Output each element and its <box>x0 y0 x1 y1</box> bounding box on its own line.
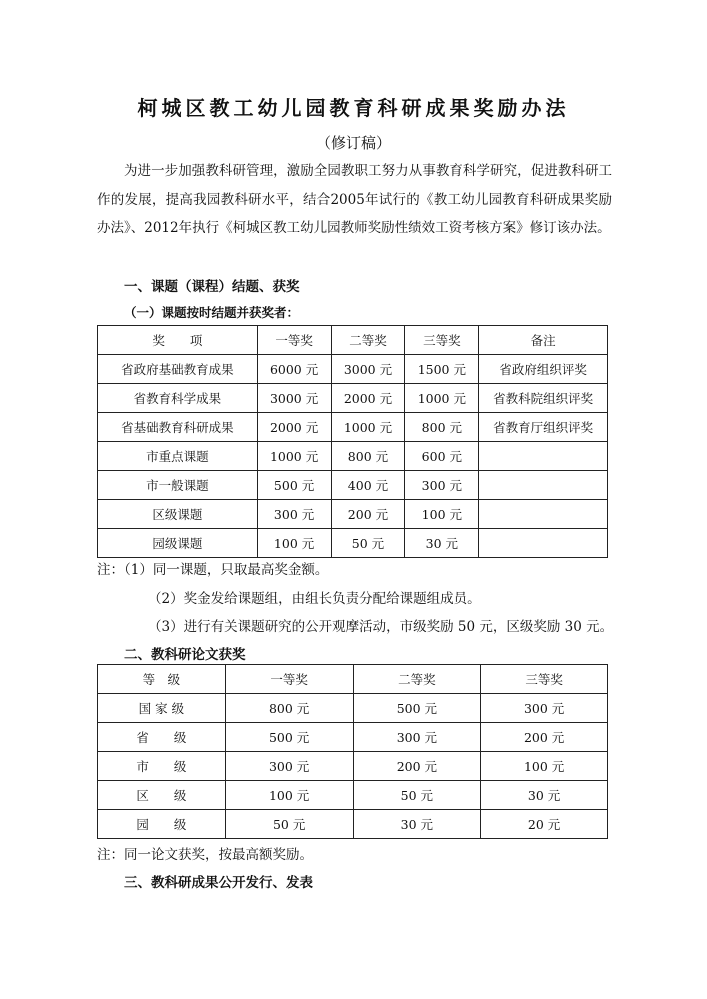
table-header-cell: 二等奖 <box>331 326 405 355</box>
table-cell: 省政府基础教育成果 <box>98 355 258 384</box>
table-cell: 50 元 <box>331 529 405 558</box>
table-header-row <box>98 665 608 694</box>
intro-paragraph: 为进一步加强教科研管理，激励全园教职工努力从事教育科学研究，促进教科研工作的发展，提高我园教科研水平，结合2005年试行的《教工幼儿园教育科研成果奖励办法》、2012年执行《柯城区教工幼儿园教师奖励性绩效工资考核方案》修订该办法。 <box>97 163 612 236</box>
table-cell: 市一般课题 <box>98 471 258 500</box>
table-cell: 省 级 <box>98 723 226 752</box>
table-cell: 200 元 <box>331 500 405 529</box>
table-cell <box>479 529 608 558</box>
section2-note: 注：同一论文获奖，按最高额奖励。 <box>97 847 313 863</box>
table-row <box>98 413 608 442</box>
table-cell <box>479 471 608 500</box>
table-header-cell: 奖 项 <box>98 326 258 355</box>
table-cell: 1000 元 <box>405 384 479 413</box>
table-cell: 1000 元 <box>257 442 331 471</box>
table-cell <box>479 500 608 529</box>
table-cell: 省教科院组织评奖 <box>479 384 608 413</box>
table-cell: 省基础教育科研成果 <box>98 413 258 442</box>
table-row <box>98 694 608 723</box>
table-row <box>98 781 608 810</box>
table-cell: 50 元 <box>225 810 353 839</box>
table-cell: 1000 元 <box>331 413 405 442</box>
table-row <box>98 752 608 781</box>
table-cell <box>479 442 608 471</box>
table-cell: 500 元 <box>353 694 481 723</box>
table-cell: 市 级 <box>98 752 226 781</box>
table-cell: 800 元 <box>405 413 479 442</box>
table-cell: 300 元 <box>225 752 353 781</box>
table-cell: 300 元 <box>353 723 481 752</box>
table-cell: 400 元 <box>331 471 405 500</box>
table-row <box>98 500 608 529</box>
table-cell: 100 元 <box>405 500 479 529</box>
table-cell: 800 元 <box>225 694 353 723</box>
document-title: 柯城区教工幼儿园教育科研成果奖励办法 <box>137 96 570 120</box>
table-row <box>98 723 608 752</box>
section1-note-2: （2）奖金发给课题组，由组长负责分配给课题组成员。 <box>148 591 481 607</box>
table-cell: 2000 元 <box>331 384 405 413</box>
table-cell: 30 元 <box>405 529 479 558</box>
table-cell: 园级课题 <box>98 529 258 558</box>
table-cell: 区级课题 <box>98 500 258 529</box>
table-row <box>98 471 608 500</box>
table-row <box>98 810 608 839</box>
table-cell: 300 元 <box>405 471 479 500</box>
table-cell: 2000 元 <box>257 413 331 442</box>
table-cell: 市重点课题 <box>98 442 258 471</box>
document-subtitle: （修订稿） <box>315 134 391 152</box>
section3-heading: 三、教科研成果公开发行、发表 <box>124 875 313 891</box>
table-cell: 500 元 <box>257 471 331 500</box>
table-cell: 3000 元 <box>257 384 331 413</box>
table-cell: 200 元 <box>353 752 481 781</box>
table-cell: 300 元 <box>481 694 608 723</box>
table-row <box>98 442 608 471</box>
table-header-cell: 一等奖 <box>225 665 353 694</box>
table-row <box>98 355 608 384</box>
table-cell: 园 级 <box>98 810 226 839</box>
table-header-cell: 一等奖 <box>257 326 331 355</box>
table-cell: 800 元 <box>331 442 405 471</box>
table-cell: 3000 元 <box>331 355 405 384</box>
table-header-row <box>98 326 608 355</box>
table-cell: 6000 元 <box>257 355 331 384</box>
section1-heading: 一、课题（课程）结题、获奖 <box>124 279 300 295</box>
table-cell: 30 元 <box>353 810 481 839</box>
table-header-cell: 三等奖 <box>405 326 479 355</box>
section1-subheading: （一）课题按时结题并获奖者： <box>124 305 300 320</box>
table-cell: 省教育厅组织评奖 <box>479 413 608 442</box>
table-cell: 500 元 <box>225 723 353 752</box>
table-cell: 100 元 <box>225 781 353 810</box>
table-cell: 30 元 <box>481 781 608 810</box>
table-row <box>98 529 608 558</box>
table-cell: 1500 元 <box>405 355 479 384</box>
section1-note-3: （3）进行有关课题研究的公开观摩活动，市级奖励 50 元，区级奖励 30 元。 <box>148 619 614 635</box>
table-cell: 50 元 <box>353 781 481 810</box>
table-cell: 300 元 <box>257 500 331 529</box>
table-cell: 100 元 <box>481 752 608 781</box>
section2-heading: 二、教科研论文获奖 <box>124 647 246 663</box>
table-cell: 20 元 <box>481 810 608 839</box>
table-row <box>98 384 608 413</box>
table-header-cell: 二等奖 <box>353 665 481 694</box>
table-cell: 100 元 <box>257 529 331 558</box>
table-cell: 200 元 <box>481 723 608 752</box>
table-cell: 区 级 <box>98 781 226 810</box>
table-cell: 国 家 级 <box>98 694 226 723</box>
table-header-cell: 三等奖 <box>481 665 608 694</box>
table-header-cell: 等 级 <box>98 665 226 694</box>
awards-table-projects <box>97 325 608 558</box>
section1-note-1: 注：（1）同一课题，只取最高奖金额。 <box>97 562 329 578</box>
awards-table-papers <box>97 664 608 839</box>
table-cell: 省教育科学成果 <box>98 384 258 413</box>
table-header-cell: 备注 <box>479 326 608 355</box>
table-cell: 省政府组织评奖 <box>479 355 608 384</box>
table-cell: 600 元 <box>405 442 479 471</box>
